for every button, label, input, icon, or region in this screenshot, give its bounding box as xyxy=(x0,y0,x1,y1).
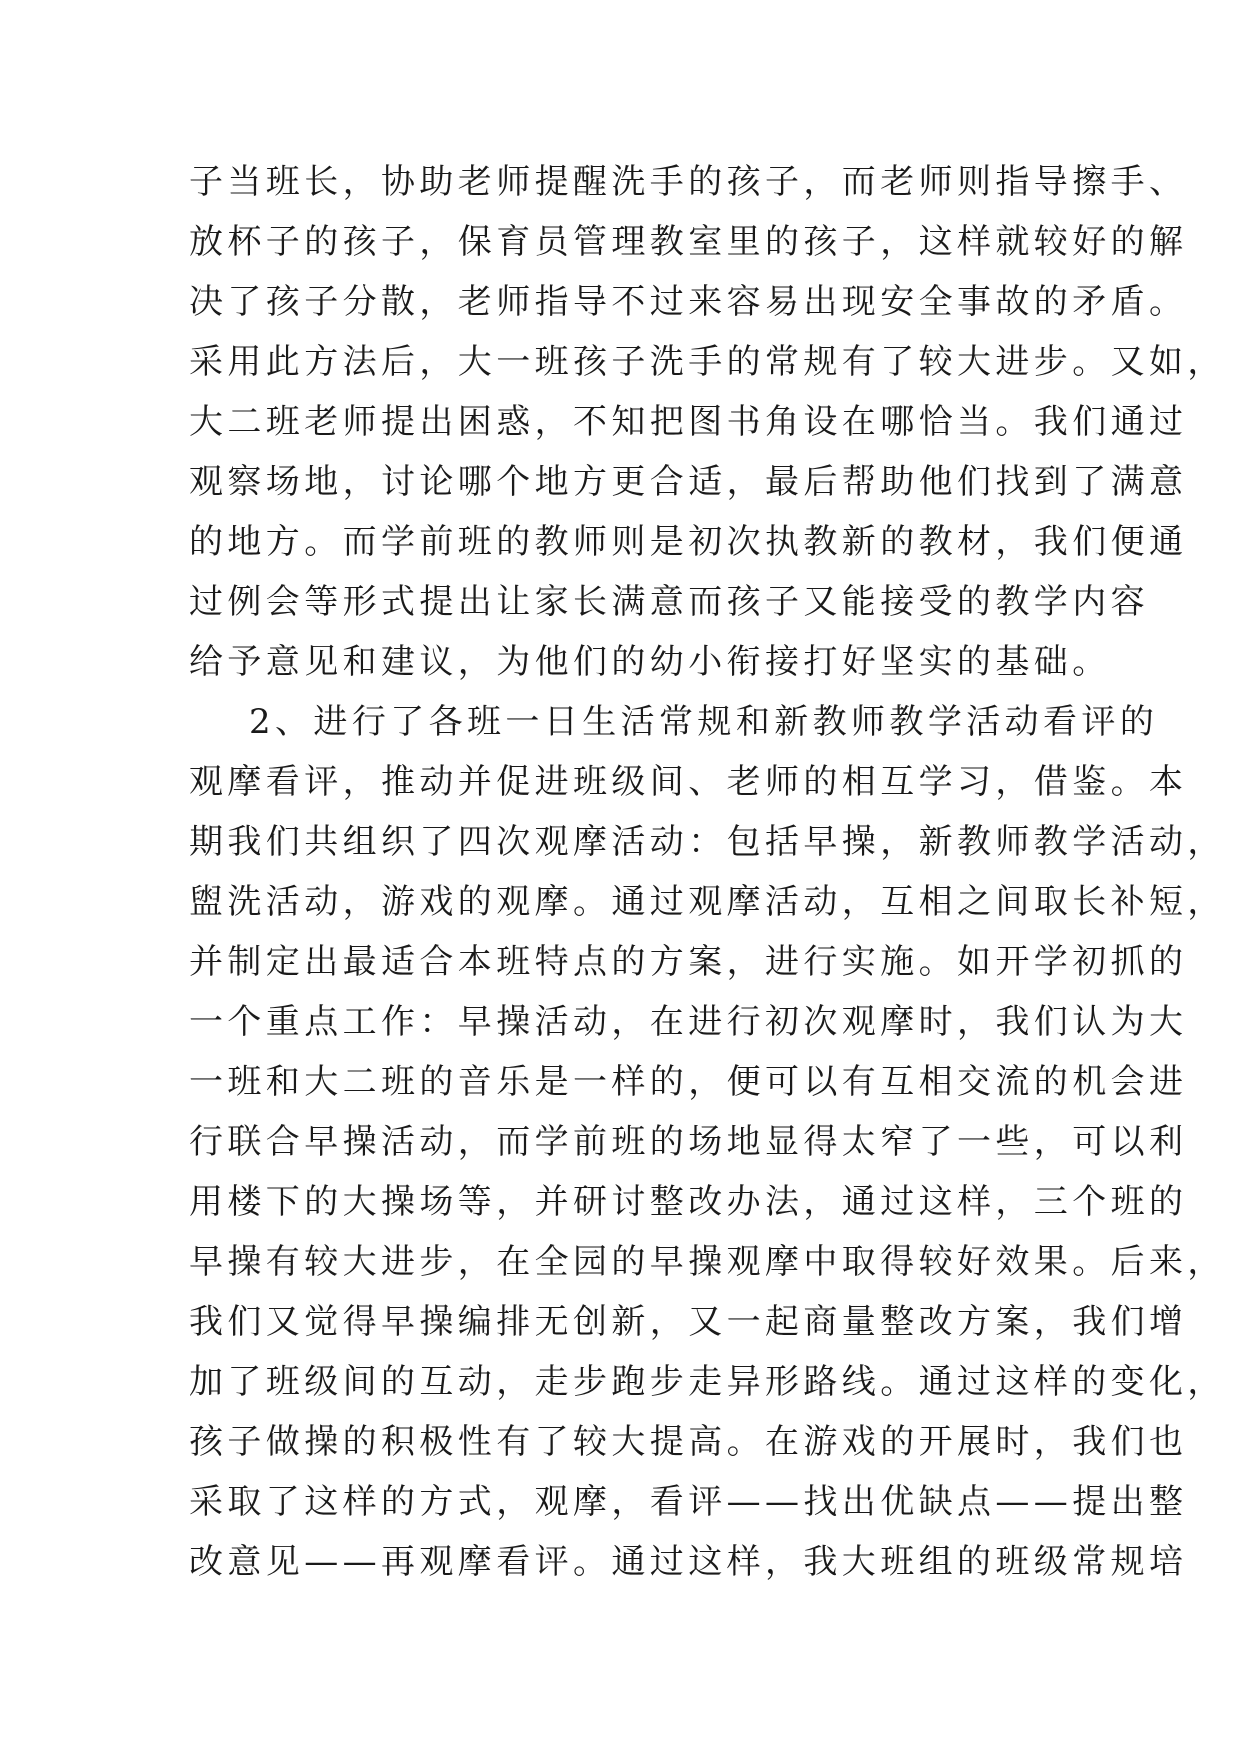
text-line: 期我们共组织了四次观摩活动：包括早操，新教师教学活动， xyxy=(189,822,1226,862)
text-line: 并制定出最适合本班特点的方案，进行实施。如开学初抓的 xyxy=(189,942,1188,982)
text-line: 过例会等形式提出让家长满意而孩子又能接受的教学内容 xyxy=(189,582,1149,622)
text-line: 用楼下的大操场等，并研讨整改办法，通过这样，三个班的 xyxy=(189,1182,1188,1222)
text-line: 的地方。而学前班的教师则是初次执教新的教材，我们便通 xyxy=(189,522,1188,562)
text-line: 改意见——再观摩看评。通过这样，我大班组的班级常规培 xyxy=(189,1542,1188,1582)
text-line: 子当班长，协助老师提醒洗手的孩子，而老师则指导擦手、 xyxy=(189,162,1188,202)
text-line: 盥洗活动，游戏的观摩。通过观摩活动，互相之间取长补短， xyxy=(189,882,1226,922)
paragraph-start-line: 2、进行了各班一日生活常规和新教师教学活动看评的 xyxy=(249,702,1159,742)
text-line: 给予意见和建议，为他们的幼小衔接打好坚实的基础。 xyxy=(189,642,1111,682)
body-text xyxy=(189,152,1226,1592)
text-line: 早操有较大进步，在全园的早操观摩中取得较好效果。后来， xyxy=(189,1242,1226,1282)
text-line: 一个重点工作：早操活动，在进行初次观摩时，我们认为大 xyxy=(189,1002,1188,1042)
text-line: 采取了这样的方式，观摩，看评——找出优缺点——提出整 xyxy=(189,1482,1188,1522)
text-line: 观察场地，讨论哪个地方更合适，最后帮助他们找到了满意 xyxy=(189,462,1188,502)
text-line: 采用此方法后，大一班孩子洗手的常规有了较大进步。又如， xyxy=(189,342,1226,382)
text-line: 决了孩子分散，老师指导不过来容易出现安全事故的矛盾。 xyxy=(189,282,1188,322)
text-line: 观摩看评，推动并促进班级间、老师的相互学习，借鉴。本 xyxy=(189,762,1188,802)
text-line: 我们又觉得早操编排无创新，又一起商量整改方案，我们增 xyxy=(189,1302,1188,1342)
text-line: 放杯子的孩子，保育员管理教室里的孩子，这样就较好的解 xyxy=(189,222,1188,262)
text-line: 孩子做操的积极性有了较大提高。在游戏的开展时，我们也 xyxy=(189,1422,1188,1462)
text-line: 一班和大二班的音乐是一样的，便可以有互相交流的机会进 xyxy=(189,1062,1188,1102)
text-line: 大二班老师提出困惑，不知把图书角设在哪恰当。我们通过 xyxy=(189,402,1188,442)
text-line: 加了班级间的互动，走步跑步走异形路线。通过这样的变化， xyxy=(189,1362,1226,1402)
text-line: 行联合早操活动，而学前班的场地显得太窄了一些，可以利 xyxy=(189,1122,1188,1162)
